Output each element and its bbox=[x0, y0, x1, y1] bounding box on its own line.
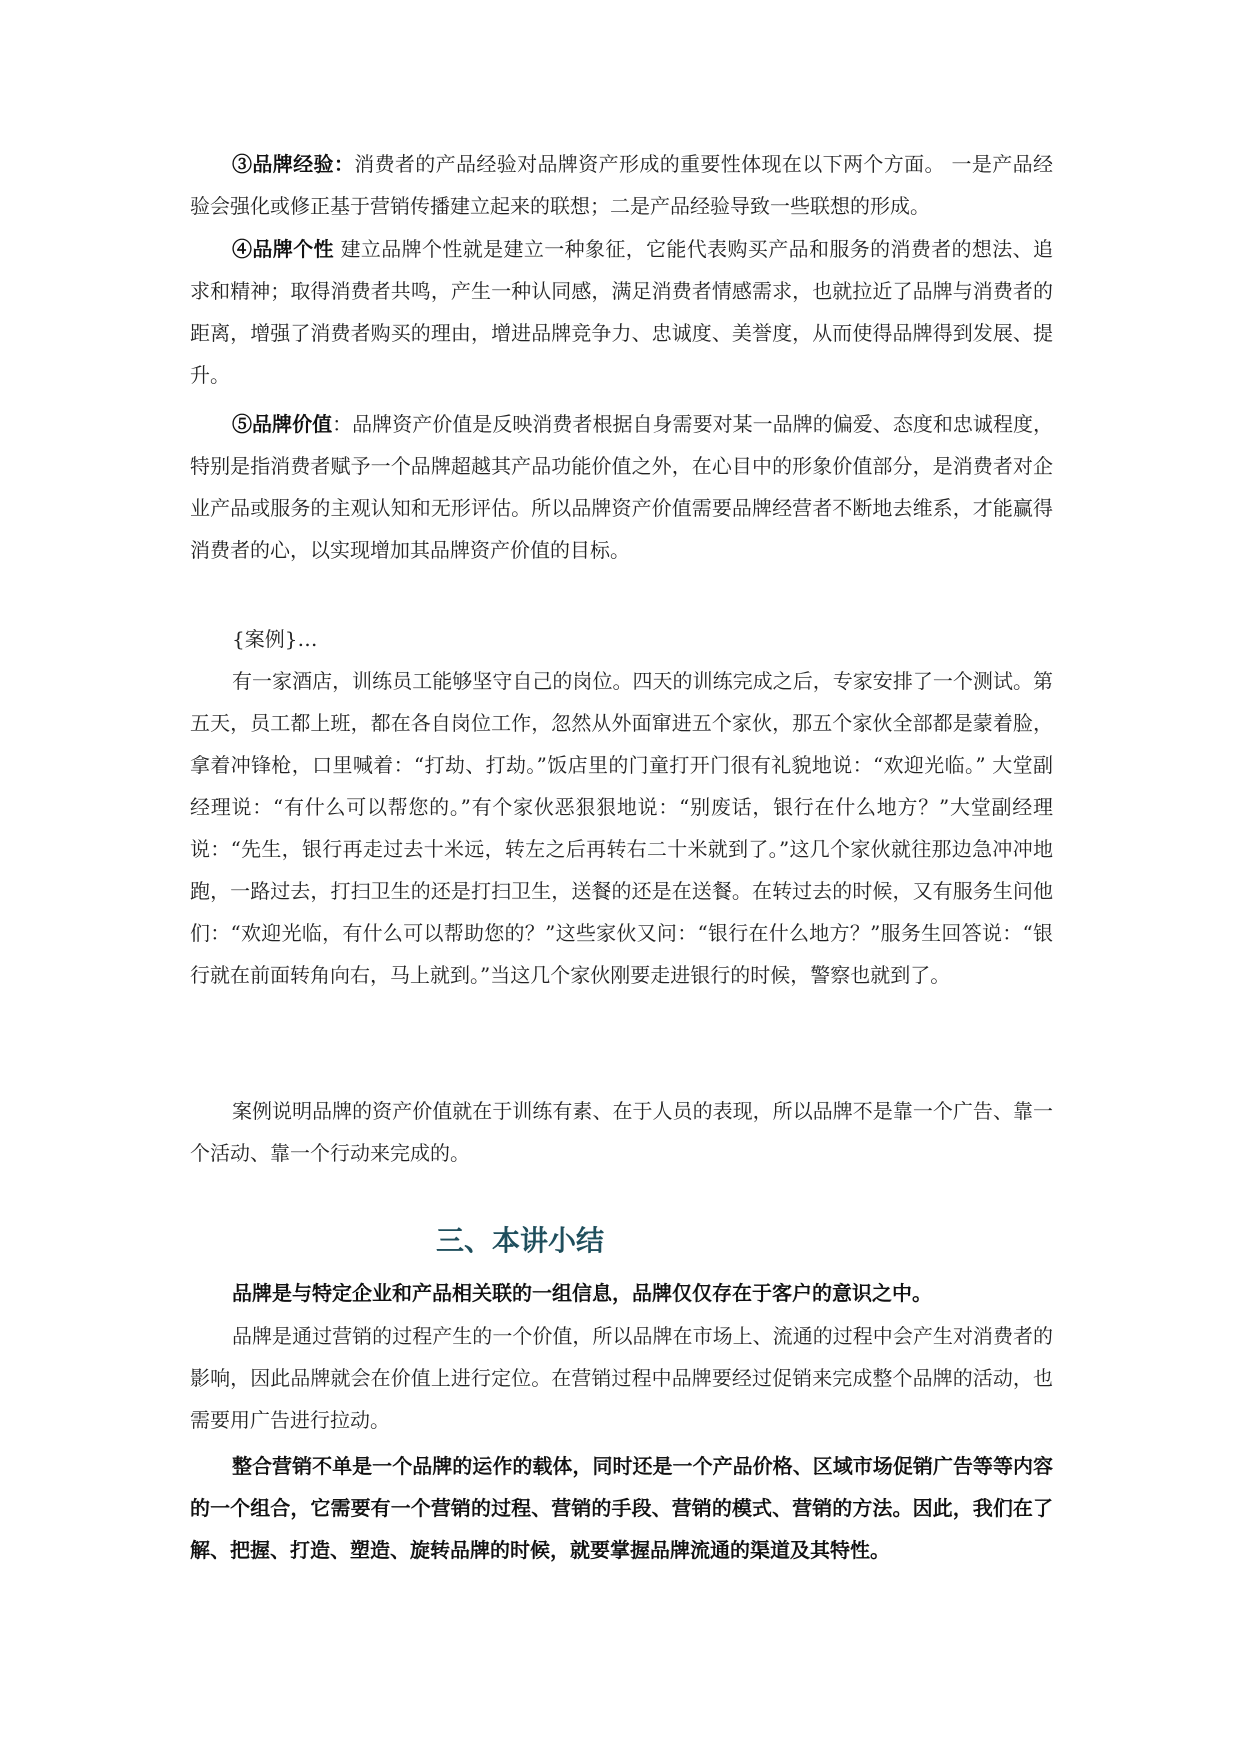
case-story: 有一家酒店，训练员工能够坚守自己的岗位。四天的训练完成之后，专家安排了一个测试。第五天，员工都上班，都在各自岗位工作，忽然从外面窜进五个家伙，那五个家伙全部都是蒙着脸，拿着冲锋枪，口里喊着：“打劫、打劫。”饭店里的门童打开门很有礼貌地说：“欢迎光临。” 大堂副经理说：“有什么可以帮您的。”有个家伙恶狠狠地说：“别废话，银行在什么地方？”大堂副经理说：“先生，银行再走过去十米远，转左之后再转右二十米就到了。”这几个家伙就往那边急冲冲地跑，一路过去，打扫卫生的还是打扫卫生，送餐的还是在送餐。在转过去的时候，又有服务生问他们：“欢迎光临，有什么可以帮助您的？”这些家伙又问：“银行在什么地方？”服务生回答说：“银行就在前面转角向右，马上就到。”当这几个家伙刚要走进银行的时候，警察也就到了。 bbox=[190, 669, 1053, 987]
case-conclusion: 案例说明品牌的资产价值就在于训练有素、在于人员的表现，所以品牌不是靠一个广告、靠一个活动、靠一个行动来完成的。 bbox=[190, 1099, 1053, 1165]
section-heading: 三、本讲小结 bbox=[436, 1224, 605, 1257]
paragraph-brand-personality bbox=[190, 228, 1053, 396]
brand-experience-text: 消费者的产品经验对品牌资产形成的重要性体现在以下两个方面。 一是产品经验会强化或修正基于营销传播建立起来的联想；二是产品经验导致一些联想的形成。 bbox=[190, 152, 1054, 218]
paragraph-brand-experience bbox=[190, 143, 1053, 227]
brand-experience-label: ③品牌经验： bbox=[232, 152, 355, 176]
brand-personality-label: ④品牌个性 bbox=[232, 237, 334, 261]
summary-paragraph-3: 整合营销不单是一个品牌的运作的载体，同时还是一个产品价格、区域市场促销广告等等内容的一个组合，它需要有一个营销的过程、营销的手段、营销的模式、营销的方法。因此，我们在了解、把握、打造、塑造、旋转品牌的时候，就要掌握品牌流通的渠道及其特性。 bbox=[190, 1454, 1053, 1562]
paragraph-brand-value bbox=[190, 403, 1053, 571]
brand-personality-text: 建立品牌个性就是建立一种象征，它能代表购买产品和服务的消费者的想法、追求和精神；取得消费者共鸣，产生一种认同感，满足消费者情感需求，也就拉近了品牌与消费者的距离，增强了消费者购买的理由，增进品牌竞争力、忠诚度、美誉度，从而使得品牌得到发展、提升。 bbox=[190, 237, 1054, 387]
case-label: {案例}… bbox=[232, 627, 318, 651]
summary-paragraph-1: 品牌是与特定企业和产品相关联的一组信息，品牌仅仅存在于客户的意识之中。 bbox=[232, 1281, 932, 1305]
brand-value-label: ⑤品牌价值 bbox=[232, 412, 333, 436]
summary-paragraph-2: 品牌是通过营销的过程产生的一个价值，所以品牌在市场上、流通的过程中会产生对消费者的影响，因此品牌就会在价值上进行定位。在营销过程中品牌要经过促销来完成整个品牌的活动，也需要用广告进行拉动。 bbox=[190, 1324, 1053, 1432]
brand-value-text: ：品牌资产价值是反映消费者根据自身需要对某一品牌的偏爱、态度和忠诚程度，特别是指消费者赋予一个品牌超越其产品功能价值之外，在心目中的形象价值部分，是消费者对企业产品或服务的主观认知和无形评估。所以品牌资产价值需要品牌经营者不断地去维系，才能赢得消费者的心，以实现增加其品牌资产价值的目标。 bbox=[190, 412, 1053, 562]
